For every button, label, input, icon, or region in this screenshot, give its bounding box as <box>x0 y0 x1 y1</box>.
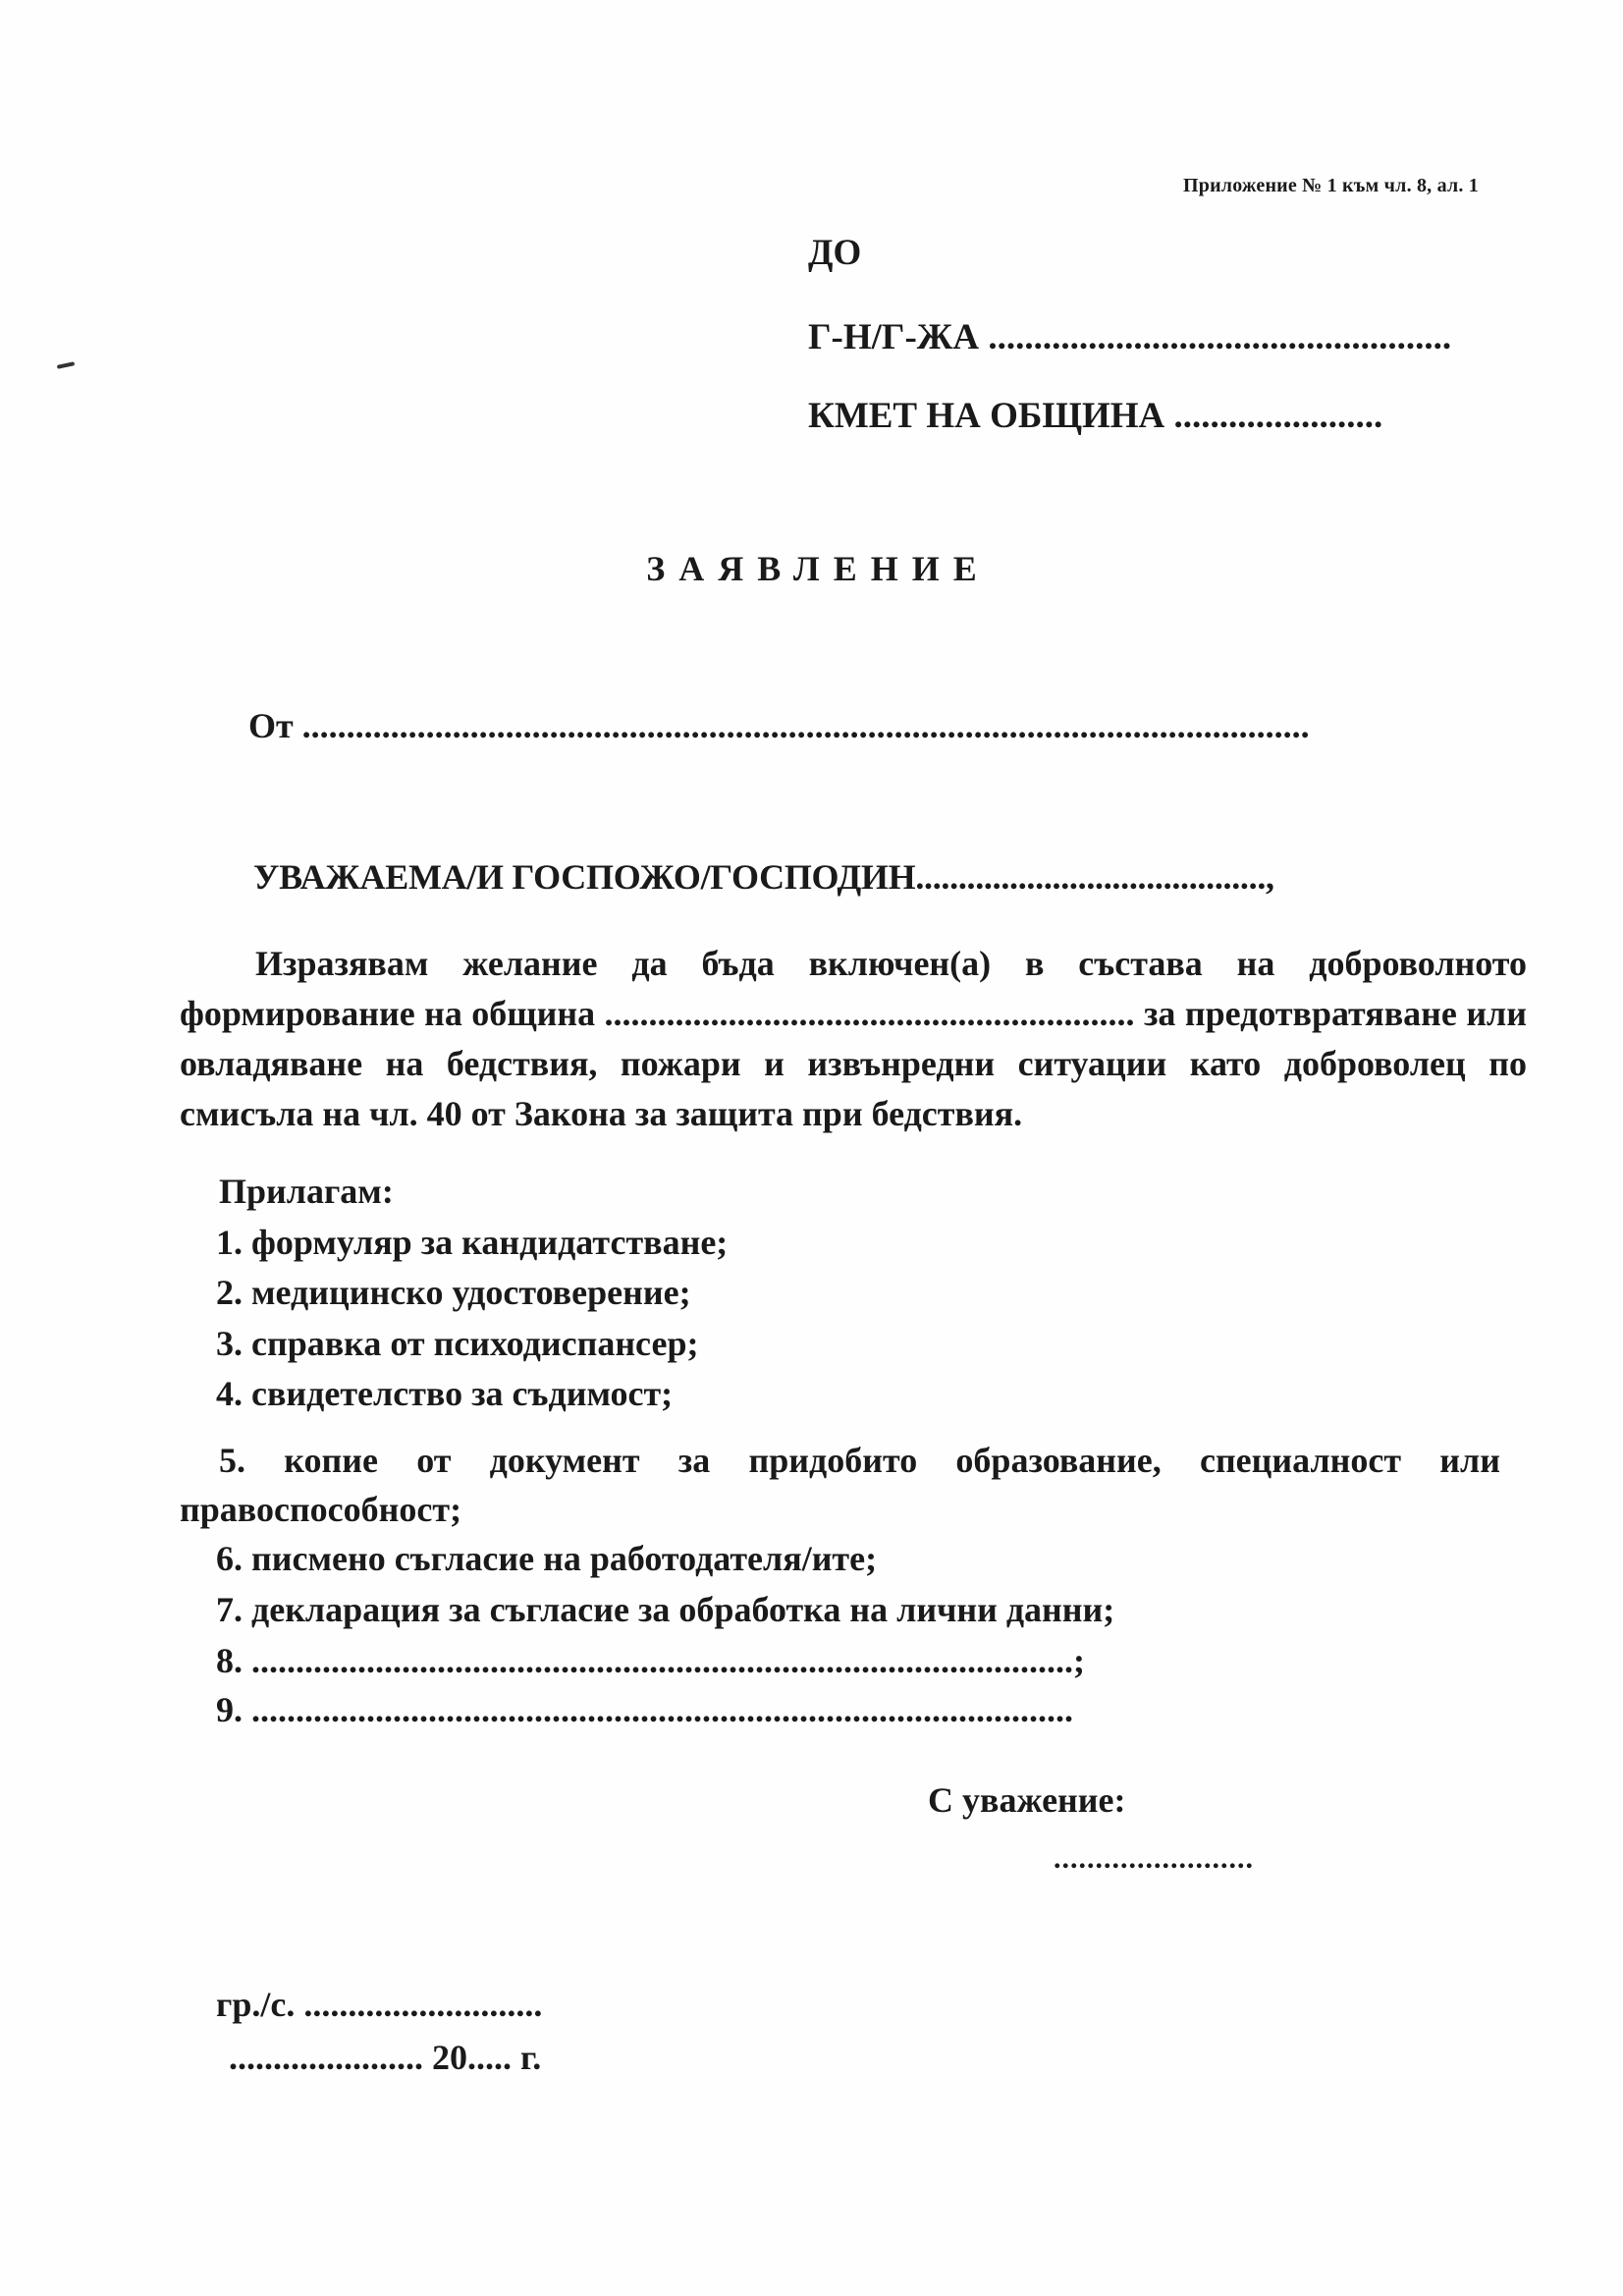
addressee-mayor-line: КМЕТ НА ОБЩИНА ....................... <box>808 396 1383 436</box>
body-paragraph: Изразявам желание да бъда включен(а) в състава на доброволното формирование на община ............................................................ за предотвратяване или овладяване на бедствия, пожари и извънредни ситуации като доброволец по смисъла на чл. 40 от Закона за защита при бедствия. <box>180 944 1527 1133</box>
attachment-item-8: 8. .............................................................................................; <box>216 1641 1085 1680</box>
attachment-item-4: 4. свидетелство за съдимост; <box>216 1374 674 1413</box>
attachment-item-3: 3. справка от психодиспансер; <box>216 1324 699 1363</box>
attachment-item-5 <box>180 1436 1500 1534</box>
place-line: гр./с. ........................... <box>216 1985 543 2024</box>
attachments-heading: Прилагам: <box>219 1172 394 1211</box>
addressee-to: ДО <box>808 233 862 273</box>
from-line: От .................................................................................................................. <box>248 706 1310 745</box>
attachment-item-5-text: 5. копие от документ за придобито образование, специалност или <box>219 1441 1500 1480</box>
appendix-note: Приложение № 1 към чл. 8, ал. 1 <box>1183 175 1479 196</box>
attachment-item-6: 6. писмено съгласие на работодателя/ите; <box>216 1539 878 1578</box>
addressee-name-line: Г-Н/Г-ЖА ................................................... <box>808 317 1452 357</box>
scan-speck <box>57 361 75 369</box>
salutation: УВАЖАЕМА/И ГОСПОЖО/ГОСПОДИН........................................., <box>253 857 1274 897</box>
attachment-item-9: 9. ............................................................................................. <box>216 1690 1073 1729</box>
closing-phrase: С уважение: <box>928 1780 1126 1820</box>
attachment-item-5-continuation: правоспособност; <box>180 1490 462 1529</box>
signature-line: ........................ <box>1054 1842 1254 1875</box>
date-line: ...................... 20..... г. <box>229 2038 542 2077</box>
document-title: ЗАЯВЛЕНИЕ <box>646 549 991 588</box>
attachment-item-7: 7. декларация за съгласие за обработка на лични данни; <box>216 1590 1115 1629</box>
attachment-item-2: 2. медицинско удостоверение; <box>216 1273 691 1312</box>
attachment-item-1: 1. формуляр за кандидатстване; <box>216 1223 729 1262</box>
